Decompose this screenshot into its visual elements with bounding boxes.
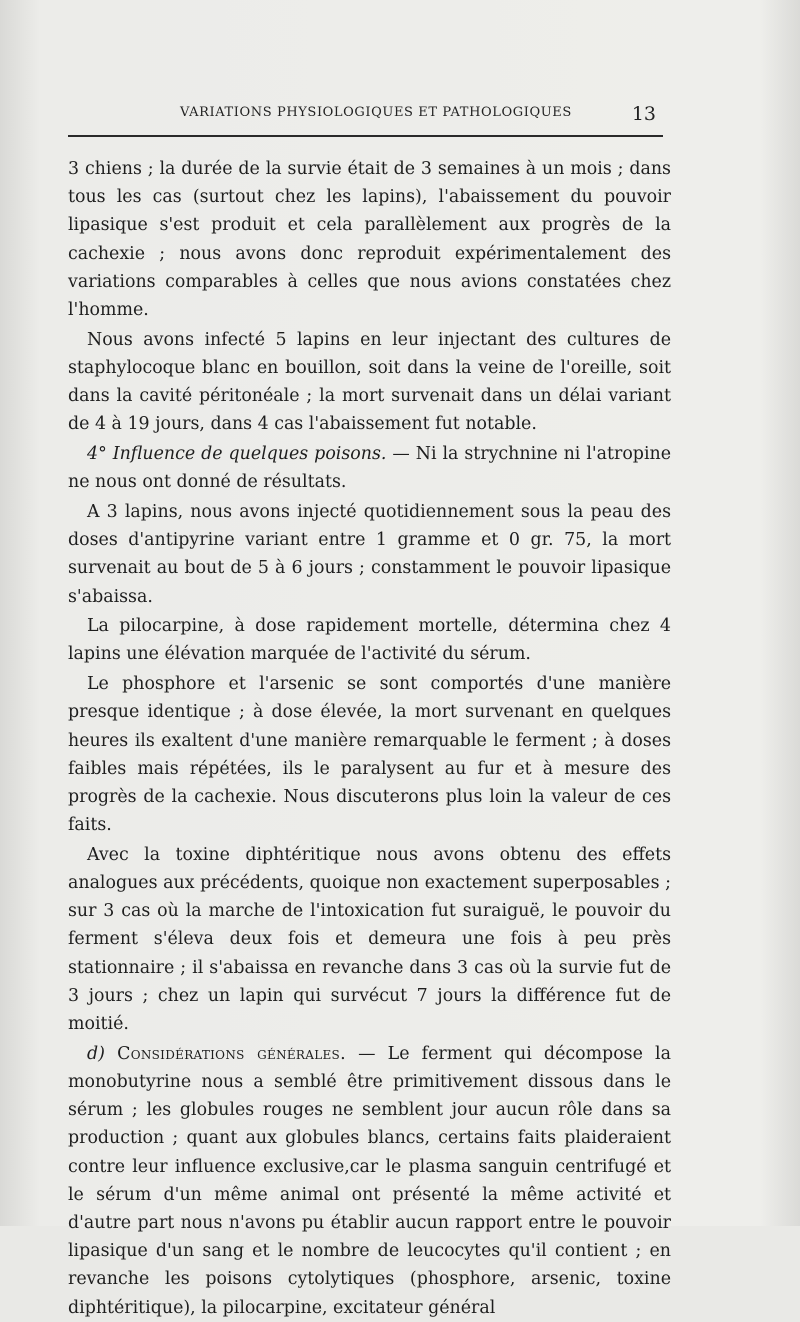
paragraph-4: A 3 lapins, nous avons injecté quotidiennement sous la peau des doses d'antipyrine variant entre 1 gramme et 0 gr. 75, la mort survenait au bout de 5 à 6 jours ; constamment le pouvoir lipasique s'abaissa.: [68, 501, 671, 607]
header-rule: [68, 135, 663, 137]
page-number: 13: [631, 103, 656, 125]
body-text: [68, 155, 671, 1322]
paragraph-5: La pilocarpine, à dose rapidement mortelle, détermina chez 4 lapins une élévation marquée de l'activité du sérum.: [68, 616, 671, 665]
paragraph-7: Avec la toxine diphtéritique nous avons obtenu des effets analogues aux précédents, quoique non exactement superposables ; sur 3 cas où la marche de l'intoxication fut suraiguë, le pouvoir du ferment s'éleva deux fois et demeura une fois à peu près stationnaire ; il s'abaissa en revanche dans 3 cas où la survie fut de 3 jours ; chez un lapin qui survécut 7 jours la différence fut de moitié.: [68, 844, 671, 1035]
paragraph-8-text: — Le ferment qui décompose la monobutyrine nous a semblé être primitivement dissous dans le sérum ; les globules rouges ne semblent jour aucun rôle dans sa production ; quant aux globules blancs, certains faits plaideraient contre leur influence exclusive,car le plasma sanguin centrifugé et le sérum d'un même animal ont présenté la même activité et d'autre part nous n'avons pu établir aucun rapport entre le pouvoir lipasique d'un sang et le nombre de leucocytes qu'il contient ; en revanche les poisons cytolytiques (phosphore, arsenic, toxine diphtéritique), la pilocarpine, excitateur général: [68, 1043, 671, 1318]
paragraph-8: [68, 1040, 671, 1322]
paragraph-2: Nous avons infecté 5 lapins en leur injectant des cultures de staphylocoque blanc en bouillon, soit dans la veine de l'oreille, soit dans la cavité péritonéale ; la mort survenait dans un délai variant de 4 à 19 jours, dans 4 cas l'abaissement fut notable.: [68, 329, 671, 435]
page-header: [68, 103, 668, 127]
paragraph-6: Le phosphore et l'arsenic se sont comportés d'une manière presque identique ; à dose élevée, la mort survenant en quelques heures ils exaltent d'une manière remarquable le ferment ; à doses faibles mais répétées, ils le paralysent au fur et à mesure des progrès de la cachexie. Nous discuterons plus loin la valeur de ces faits.: [68, 674, 671, 836]
section-heading-poisons: 4° Influence de quelques poisons.: [87, 444, 387, 465]
section-marker: d): [87, 1043, 105, 1064]
running-head: VARIATIONS PHYSIOLOGIQUES ET PATHOLOGIQUES: [180, 105, 572, 120]
paragraph-1: 3 chiens ; la durée de la survie était de 3 semaines à un mois ; dans tous les cas (surtout chez les lapins), l'abaissement du pouvoir lipasique s'est produit et cela parallèlement aux progrès de la cachexie ; nous avons donc reproduit expérimentalement des variations comparables à celles que nous avions constatées chez l'homme.: [68, 159, 671, 321]
section-heading-considerations: Considérations générales.: [117, 1043, 346, 1064]
paragraph-3-text: — Ni la strychnine ni l'atropine ne nous ont donné de résultats.: [68, 444, 671, 493]
paragraph-3: [68, 440, 671, 496]
